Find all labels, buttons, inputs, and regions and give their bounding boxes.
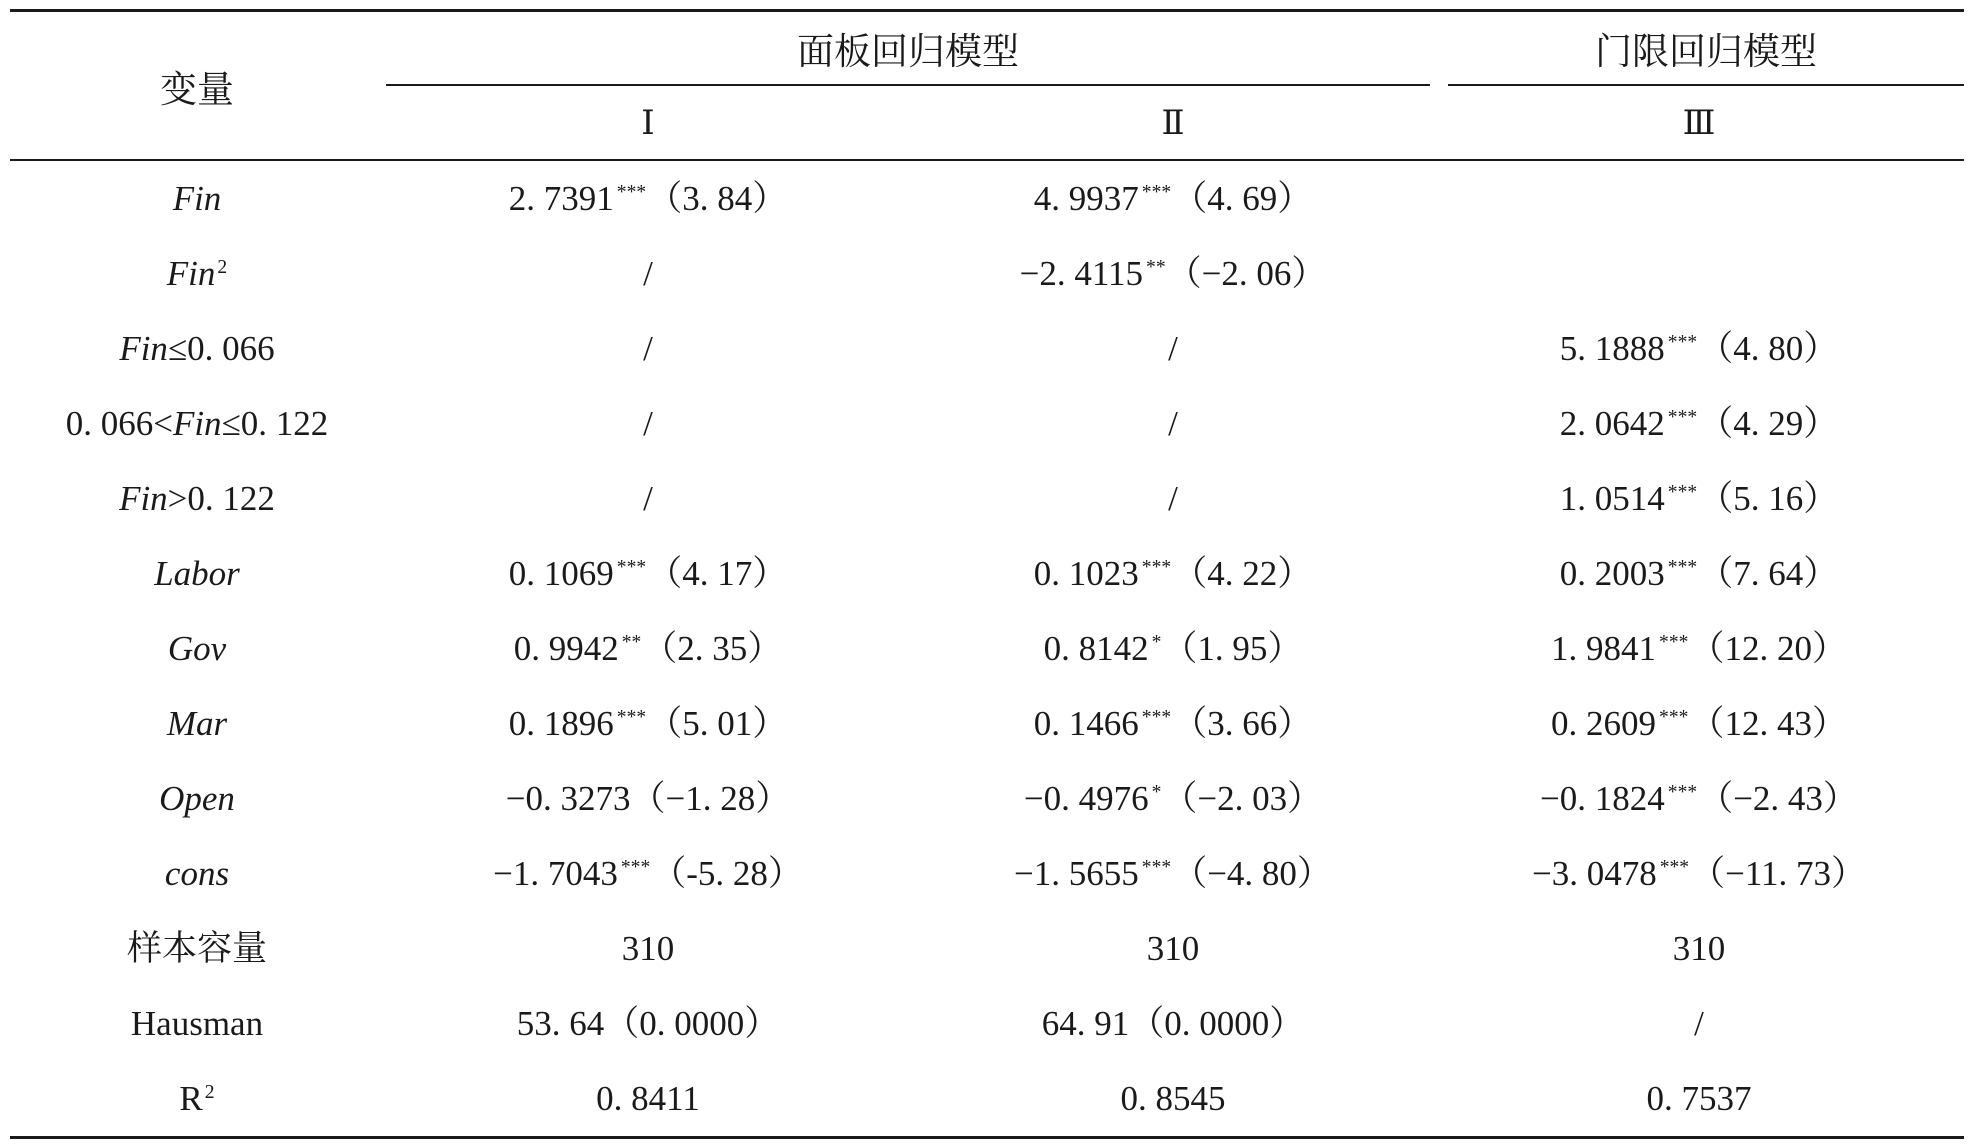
table-row [10, 686, 1964, 761]
cell-parenthetical: （3. 66） [1172, 704, 1313, 743]
cell-model-3 [1434, 461, 1964, 536]
cell-value: −2. 4115 [1019, 254, 1144, 293]
header-group-threshold: 门限回归模型 [1595, 30, 1817, 73]
table-body [10, 161, 1964, 1136]
variable-symbol: Fin [172, 404, 222, 443]
cell-parenthetical: （2. 35） [642, 629, 783, 668]
cell-value: 2. 7391 [508, 179, 614, 218]
cell-model-1 [384, 161, 912, 236]
cell-value: 0. 1896 [508, 704, 614, 743]
cell-value: / [1168, 479, 1178, 518]
table-row [10, 386, 1964, 461]
cell-parenthetical: （−4. 80） [1172, 854, 1332, 893]
significance-stars: *** [616, 556, 647, 578]
cell-parenthetical: （12. 20） [1689, 629, 1847, 668]
variable-prefix: 0. 066< [65, 404, 173, 443]
cell-value: −0. 3273 [505, 779, 631, 818]
variable-symbol: Labor [154, 554, 240, 593]
cell-parenthetical: （5. 01） [647, 704, 788, 743]
cell-model-1 [384, 536, 912, 611]
variable-cell [10, 311, 384, 386]
cell-value: 0. 7537 [1646, 1079, 1752, 1118]
variable-cell [10, 986, 384, 1061]
cell-model-2 [912, 386, 1434, 461]
significance-stars: *** [1659, 631, 1689, 653]
table-row [10, 611, 1964, 686]
cell-value: 0. 8142 [1043, 629, 1149, 668]
variable-symbol: Fin [172, 179, 222, 218]
variable-cell [10, 161, 384, 236]
cell-parenthetical: （−11. 73） [1690, 854, 1867, 893]
cell-model-2 [912, 986, 1434, 1061]
cell-value: 310 [621, 929, 675, 968]
cell-model-2 [912, 536, 1434, 611]
header-model-1: Ⅰ [641, 104, 655, 142]
significance-stars: *** [1141, 181, 1172, 203]
variable-superscript: 2 [217, 256, 228, 278]
cell-model-3 [1434, 686, 1964, 761]
variable-cell [10, 836, 384, 911]
cell-value: / [1168, 329, 1178, 368]
table-row [10, 911, 1964, 986]
cell-value: / [643, 254, 653, 293]
cell-model-2 [912, 311, 1434, 386]
cell-model-3 [1434, 386, 1964, 461]
bottom-rule [10, 1136, 1964, 1139]
cell-parenthetical: （4. 29） [1698, 404, 1839, 443]
cell-model-3 [1434, 836, 1964, 911]
cell-value: / [1168, 404, 1178, 443]
cell-model-3 [1434, 611, 1964, 686]
table-row [10, 461, 1964, 536]
cell-model-2 [912, 1061, 1434, 1136]
cell-model-1 [384, 236, 912, 311]
significance-stars: *** [1141, 856, 1172, 878]
cell-model-1 [384, 911, 912, 986]
cell-model-3 [1434, 911, 1964, 986]
cell-model-3 [1434, 311, 1964, 386]
cell-value: 0. 1023 [1033, 554, 1139, 593]
cell-value: 0. 1466 [1033, 704, 1139, 743]
variable-symbol: Fin [119, 329, 168, 368]
cell-parenthetical: （-5. 28） [651, 854, 803, 893]
cell-parenthetical: （4. 80） [1698, 329, 1839, 368]
cell-model-2 [912, 686, 1434, 761]
cell-parenthetical: （−2. 43） [1698, 779, 1858, 818]
cell-value: 4. 9937 [1033, 179, 1139, 218]
significance-stars: *** [1667, 331, 1698, 353]
cell-value: 53. 64 [516, 1004, 605, 1043]
cell-parenthetical: （5. 16） [1698, 479, 1839, 518]
significance-stars: *** [620, 856, 651, 878]
significance-stars: *** [1667, 406, 1698, 428]
header-model-2: Ⅱ [1161, 104, 1185, 142]
cell-parenthetical: （7. 64） [1698, 554, 1839, 593]
variable-symbol: Mar [166, 704, 228, 743]
cell-value: −1. 5655 [1014, 854, 1139, 893]
cell-value: −0. 4976 [1023, 779, 1149, 818]
significance-stars: ** [1146, 256, 1166, 278]
table-row [10, 236, 1964, 311]
cell-value: / [643, 329, 653, 368]
cell-parenthetical: （1. 95） [1162, 629, 1303, 668]
variable-cell [10, 911, 384, 986]
header-group-panel: 面板回归模型 [797, 30, 1019, 73]
cell-model-1 [384, 461, 912, 536]
cell-parenthetical: （0. 0000） [604, 1004, 780, 1043]
cell-value: / [1694, 1004, 1704, 1043]
significance-stars: *** [1667, 481, 1698, 503]
cell-model-3 [1434, 761, 1964, 836]
variable-prefix: Hausman [130, 1004, 264, 1043]
cell-model-1 [384, 611, 912, 686]
cell-model-3 [1434, 536, 1964, 611]
significance-stars: * [1151, 781, 1162, 803]
variable-cell [10, 386, 384, 461]
cell-value: −3. 0478 [1531, 854, 1657, 893]
table-row [10, 536, 1964, 611]
cell-value: 0. 9942 [513, 629, 619, 668]
variable-prefix: 样本容量 [126, 929, 267, 968]
variable-cell [10, 761, 384, 836]
cell-model-3 [1434, 986, 1964, 1061]
cell-model-2 [912, 911, 1434, 986]
cell-parenthetical: （4. 69） [1172, 179, 1313, 218]
variable-symbol: Gov [167, 629, 227, 668]
cell-model-2 [912, 611, 1434, 686]
cell-value: 0. 2003 [1559, 554, 1665, 593]
significance-stars: *** [616, 181, 647, 203]
cell-parenthetical: （−1. 28） [630, 779, 791, 818]
cell-value: 64. 91 [1041, 1004, 1130, 1043]
variable-superscript: 2 [204, 1081, 215, 1103]
significance-stars: *** [1667, 781, 1698, 803]
cell-value: 0. 8545 [1120, 1079, 1226, 1118]
cell-parenthetical: （0. 0000） [1129, 1004, 1305, 1043]
cell-model-2 [912, 761, 1434, 836]
significance-stars: *** [1659, 706, 1689, 728]
variable-symbol: Fin [119, 479, 168, 518]
cell-model-1 [384, 686, 912, 761]
cell-parenthetical: （−2. 06） [1166, 254, 1327, 293]
cell-model-1 [384, 836, 912, 911]
variable-symbol: Open [159, 779, 235, 818]
cell-model-2 [912, 236, 1434, 311]
cell-value: 1. 0514 [1559, 479, 1665, 518]
significance-stars: *** [1667, 556, 1698, 578]
cell-model-2 [912, 461, 1434, 536]
table-row [10, 311, 1964, 386]
cell-value: 310 [1672, 929, 1726, 968]
cell-value: 310 [1146, 929, 1200, 968]
cell-model-1 [384, 311, 912, 386]
cell-value: 0. 8411 [596, 1079, 700, 1118]
cell-model-1 [384, 986, 912, 1061]
cell-value: 0. 2609 [1551, 704, 1657, 743]
cell-model-1 [384, 761, 912, 836]
variable-cell [10, 1061, 384, 1136]
cell-parenthetical: （−2. 03） [1162, 779, 1323, 818]
variable-cell [10, 236, 384, 311]
header-model-3: Ⅲ [1682, 104, 1716, 142]
cell-model-2 [912, 161, 1434, 236]
significance-stars: ** [621, 631, 642, 653]
cell-model-3 [1434, 161, 1964, 236]
variable-suffix: ≤0. 122 [221, 404, 329, 443]
table-row [10, 986, 1964, 1061]
cell-value: / [643, 404, 653, 443]
cell-model-1 [384, 386, 912, 461]
cell-model-3 [1434, 1061, 1964, 1136]
cell-value: 0. 1069 [508, 554, 614, 593]
variable-cell [10, 686, 384, 761]
header-variable: 变量 [160, 68, 234, 111]
variable-suffix: >0. 122 [167, 479, 275, 518]
table-row [10, 836, 1964, 911]
cell-value: 1. 9841 [1551, 629, 1657, 668]
cell-value: / [643, 479, 653, 518]
cell-value: 5. 1888 [1559, 329, 1665, 368]
table-row [10, 161, 1964, 236]
significance-stars: *** [1141, 706, 1172, 728]
significance-stars: * [1151, 631, 1162, 653]
variable-cell [10, 461, 384, 536]
variable-symbol: Fin [166, 254, 216, 293]
cell-parenthetical: （12. 43） [1689, 704, 1847, 743]
cell-parenthetical: （3. 84） [647, 179, 788, 218]
significance-stars: *** [616, 706, 647, 728]
cell-model-3 [1434, 236, 1964, 311]
cell-value: −1. 7043 [493, 854, 618, 893]
variable-cell [10, 611, 384, 686]
variable-cell [10, 536, 384, 611]
cell-value: −0. 1824 [1540, 779, 1665, 818]
significance-stars: *** [1659, 856, 1690, 878]
variable-suffix: ≤0. 066 [167, 329, 275, 368]
table-row [10, 1061, 1964, 1136]
cell-parenthetical: （4. 17） [647, 554, 788, 593]
cell-parenthetical: （4. 22） [1172, 554, 1313, 593]
variable-symbol: cons [164, 854, 230, 893]
variable-prefix: R [179, 1079, 203, 1118]
cell-model-2 [912, 836, 1434, 911]
cell-value: 2. 0642 [1559, 404, 1665, 443]
table-row [10, 761, 1964, 836]
cell-model-1 [384, 1061, 912, 1136]
significance-stars: *** [1141, 556, 1172, 578]
